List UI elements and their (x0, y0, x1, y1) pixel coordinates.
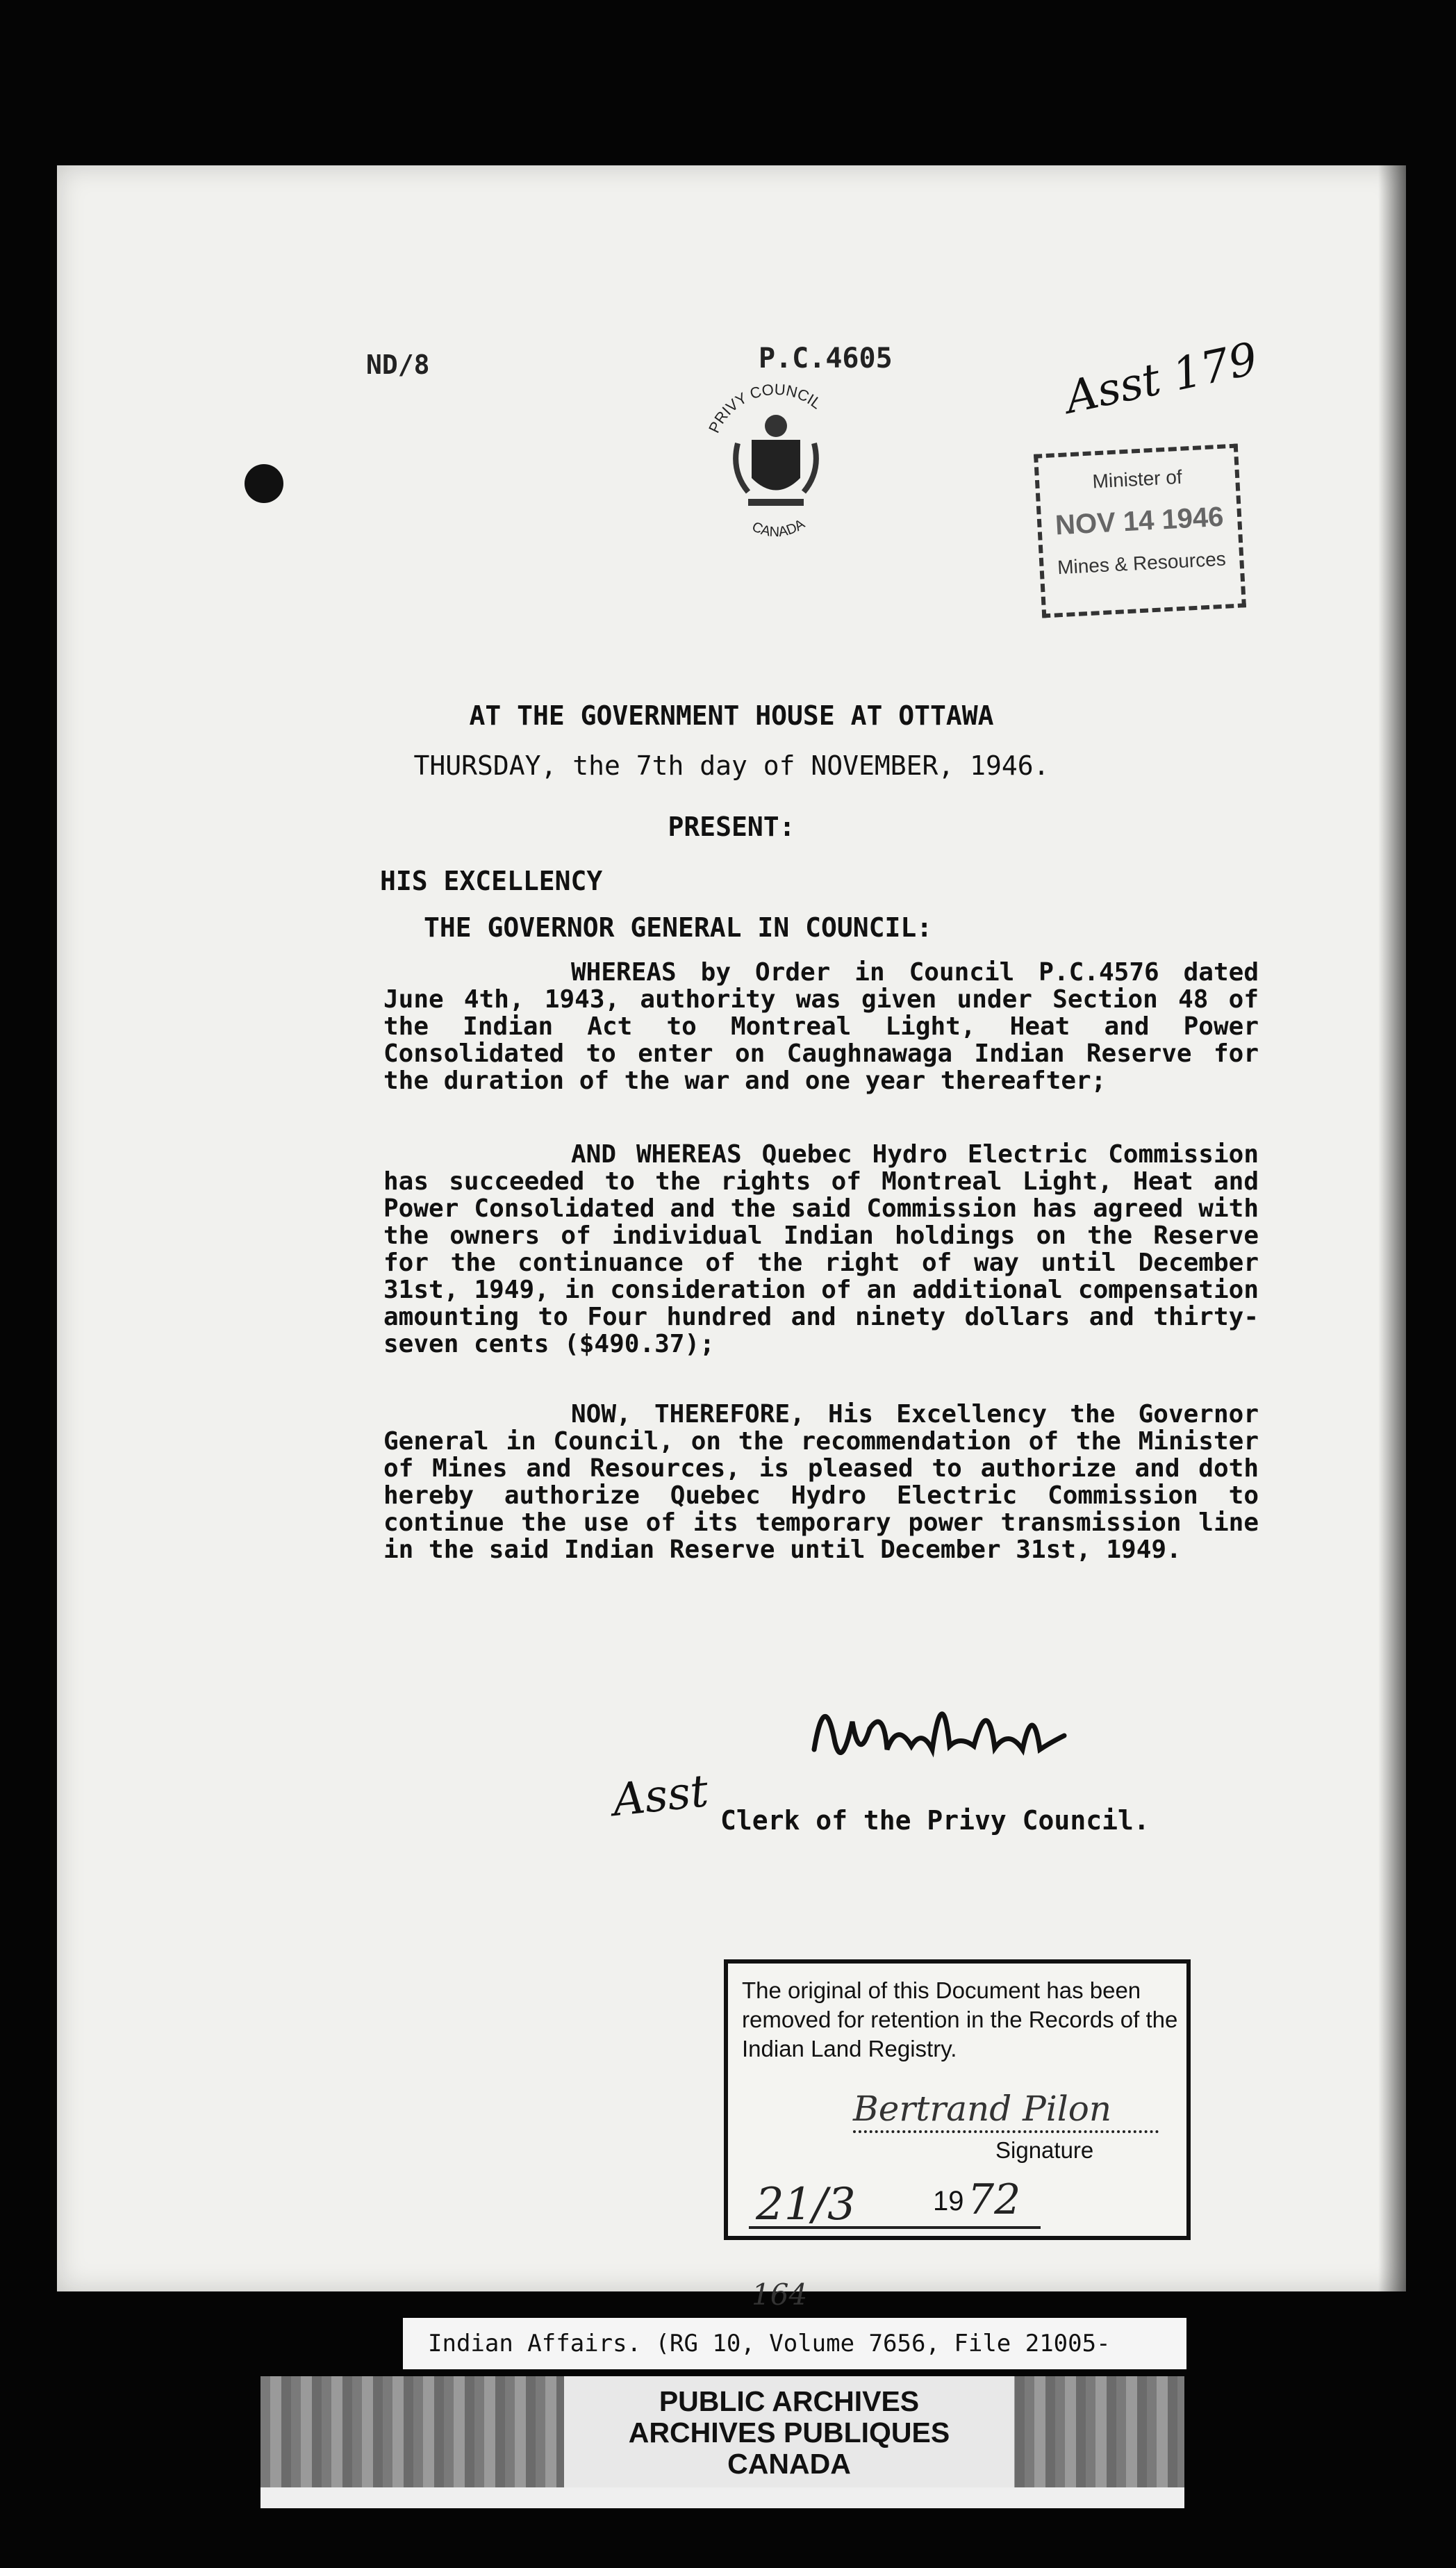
paragraph-and-whereas: AND WHEREAS Quebec Hydro Electric Commission has succeeded to the rights of Montreal Light, Heat and Power Consolidated and the said Commission has agreed with the owners of individual Indian holdings on the Reserve for the continuance of the right of way until December 31st, 1949, in consideration of an additional compensation amounting to Four hundred and ninety dollars and thirty-seven cents ($490.37); (383, 1140, 1259, 1358)
reference-code: ND/8 (366, 349, 430, 380)
svg-text:CANADA: CANADA (750, 516, 808, 541)
archive-banner-base (260, 2487, 1184, 2508)
svg-text:PRIVY COUNCIL: PRIVY COUNCIL (705, 380, 825, 436)
privy-council-crest-icon (696, 374, 856, 554)
registry-signature: Bertrand Pilon (853, 2089, 1112, 2129)
governor-line: THE GOVERNOR GENERAL IN COUNCIL: (424, 912, 933, 943)
signature-label: Signature (995, 2137, 1094, 2163)
punch-hole (245, 464, 283, 503)
excellency-line: HIS EXCELLENCY (380, 866, 603, 896)
archive-label (564, 2376, 1014, 2487)
present-label: PRESENT: (668, 812, 795, 842)
received-stamp (1034, 443, 1246, 618)
signature-prefix: Asst (610, 1765, 711, 1827)
retention-text: The original of this Document has been removed for retention in the Records of the Indian Land Registry. (742, 1977, 1178, 2061)
stamp-date: NOV 14 1946 (1054, 501, 1225, 541)
stamp-line-3: Mines & Resources (1057, 548, 1227, 579)
date-line: THURSDAY, the 7th day of NOVEMBER, 1946. (413, 750, 1050, 781)
paragraph-whereas: WHEREAS by Order in Council P.C.4576 dated June 4th, 1943, authority was given under Section 48 of the Indian Act to Montreal Light, Heat and Power Consolidated to enter on Caughnawaga Indian Reserve for the duration of the war and one year thereafter; (383, 958, 1259, 1095)
archive-line-3: CANADA (727, 2448, 851, 2480)
archive-line-1: PUBLIC ARCHIVES (659, 2385, 920, 2417)
archive-citation: Indian Affairs. (RG 10, Volume 7656, File 21005- (403, 2318, 1186, 2369)
stamp-line-1: Minister of (1091, 466, 1183, 493)
clerk-signature (800, 1666, 1106, 1798)
signature-line (853, 2130, 1159, 2133)
document-heading: AT THE GOVERNMENT HOUSE AT OTTAWA (469, 700, 994, 731)
date-line-rule (749, 2226, 1041, 2229)
paragraph-now-therefore: NOW, THEREFORE, His Excellency the Governor General in Council, on the recommendation of the Minister of Mines and Resources, is pleased to authorize and doth hereby authorize Quebec Hydro Electric Commission to continue the use of its temporary power transmission line in the said Indian Reserve until December 31st, 1949. (383, 1400, 1259, 1564)
folio-number: 164 (752, 2278, 808, 2312)
handwritten-notation: Asst 179 (1061, 333, 1262, 425)
document-page (57, 165, 1406, 2312)
retention-notice-box (724, 1959, 1191, 2240)
retention-date-handwritten: 21/3 (756, 2179, 856, 2230)
order-number: P.C.4605 (759, 343, 893, 374)
retention-year-handwritten: 72 (968, 2175, 1021, 2224)
clerk-title: Clerk of the Privy Council. (720, 1805, 1150, 1836)
archive-line-2: ARCHIVES PUBLIQUES (628, 2417, 950, 2448)
retention-year-printed: 19 (933, 2186, 964, 2216)
